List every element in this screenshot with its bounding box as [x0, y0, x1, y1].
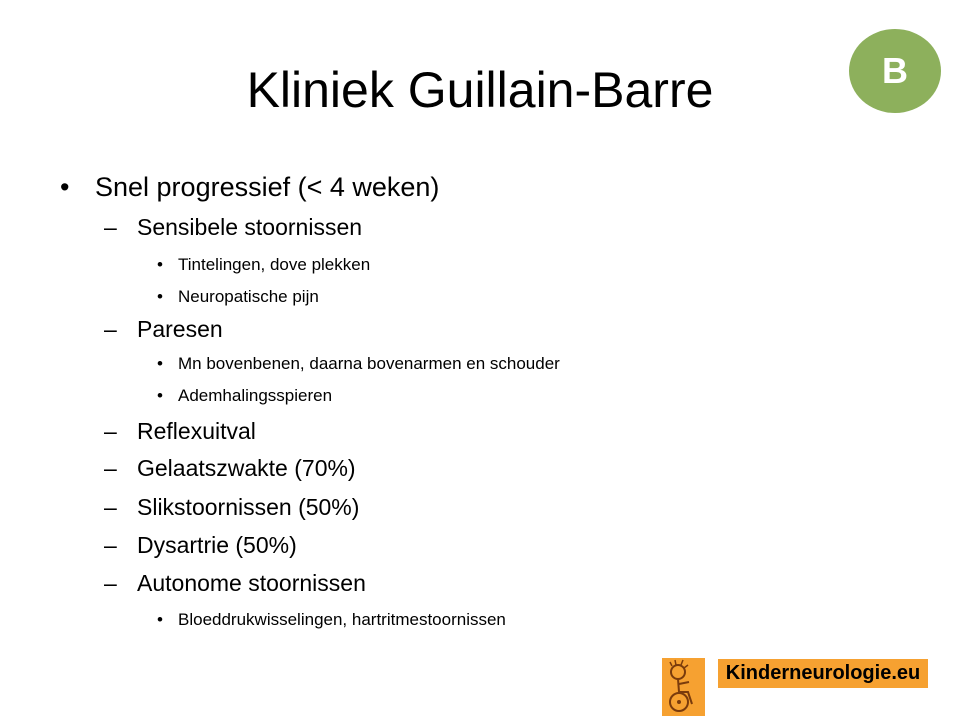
- section-badge: B: [849, 29, 941, 113]
- logo-icon: [662, 658, 705, 716]
- dash-icon: –: [104, 418, 117, 444]
- bullet-icon: •: [157, 287, 163, 306]
- dash-icon: –: [104, 494, 117, 520]
- bullet-icon: •: [157, 354, 163, 373]
- dash-icon: –: [104, 455, 117, 481]
- bullet-icon: •: [157, 386, 163, 405]
- dash-icon: –: [104, 316, 117, 342]
- bullet-icon: •: [60, 172, 70, 202]
- bullet-icon: •: [157, 255, 163, 274]
- slide-title: Kliniek Guillain-Barre: [246, 62, 714, 118]
- slide: Kliniek Guillain-Barre B • Snel progressief (< 4 weken) – Sensibele stoornissen • Tintelingen, dove plekken • Neuropatische pijn – Paresen • Mn bovenbenen, daarna bovenarmen en schouder • Ademhalingsspieren – Reflexuitval – Gelaatszwakte (70%) – Slikstoornissen (50%) – Dysartrie (50%) – Autonome stoornissen • Bloeddrukwisselingen, hartritmestoornissen Kinderneurologie.eu: [0, 0, 960, 720]
- dash-icon: –: [104, 214, 117, 240]
- dash-icon: –: [104, 532, 117, 558]
- dash-icon: –: [104, 570, 117, 596]
- logo-text: Kinderneurologie.eu: [718, 659, 928, 688]
- bullet-icon: •: [157, 610, 163, 629]
